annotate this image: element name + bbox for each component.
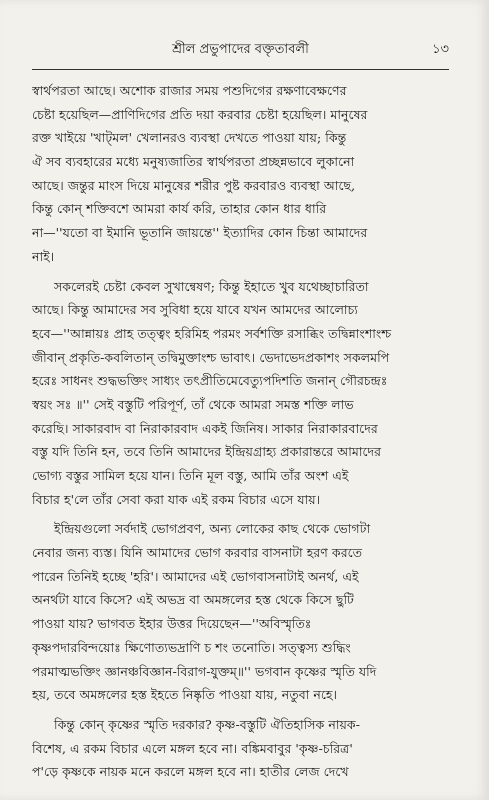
text-line: কৃষ্ণপদারবিন্দয়োঃ ক্ষিণোত্যভদ্রাণি চ শং তনোতি। সত্ত্বস্য শুদ্ধিং: [32, 639, 351, 655]
text-line: হবে—''আন্নায়ঃ প্রাহ তত্ত্বং হরিমিহ পরমং সর্বশক্তি রসাব্ধিং তদ্বিন্নাংশাংশ্চ: [32, 325, 392, 341]
text-line: বিচার হ'লে তাঁর সেবা করা যাক এই রকম বিচার এসে যায়।: [32, 491, 321, 507]
header-rule: [32, 69, 449, 70]
paragraph: [32, 713, 449, 784]
page-number: ১৩: [432, 42, 449, 57]
text-line: স্বার্থপরতা আছে। অশোক রাজার সময় পশুদিগের রক্ষণাবেক্ষণের: [32, 83, 347, 98]
running-head: শ্রীল প্রভুপাদের বক্তৃতাবলী: [172, 42, 309, 57]
paragraph: [32, 79, 449, 269]
text-line: পাওয়া যায়? ভাগবত ইহার উত্তর দিয়েছেন—''অবিস্মৃতিঃ: [32, 616, 312, 632]
text-line: নেবার জন্য ব্যস্ত। যিনি আমাদের ভোগ করবার বাসনাটা হরণ করতে: [32, 545, 363, 561]
text-line: ভোগ্য বস্তুর সামিল হয়ে যান। তিনি মূল বস্তু, আমি তাঁর অংশ এই: [32, 468, 349, 483]
text-line: পারেন তিনিই হচ্ছে 'হরি'। আমাদের এই ভোগবাসনাটাই অনর্থ, এই: [32, 568, 359, 584]
text-line: হরেঃ সাধনং শুদ্ধভক্তিং সাধ্যং তৎপ্রীতিমেবেত্যুপদিশতি জনান্ গৌরচন্দ্রঃ: [32, 373, 388, 389]
paragraph: [32, 517, 449, 707]
text-line: নাই।: [32, 248, 55, 264]
text-line: আছে। কিন্তু আমাদের সব সুবিধা হয়ে যাবে যখন আমদের আলোচ্য: [32, 302, 358, 318]
text-line: হয়, তবে অমঙ্গলের হস্ত ইহতে নিষ্কৃতি পাওয়া যায়, নতুবা নহে।: [32, 687, 338, 703]
text-line: আছে। জন্তুর মাংস দিয়ে মানুষের শরীর পুষ্ট করবারও ব্যবস্থা আছে,: [32, 177, 356, 193]
text-line: অনর্থটা যাবে কিসে? এই অভদ্র বা অমঙ্গলের হস্ত থেকে কিসে ছুটি: [32, 592, 354, 608]
text-line: বস্তু যদি তিনি হন, তবে তিনি আমাদের ইন্দ্রিয়গ্রাহ্য প্রকারান্তরে আমাদের: [32, 444, 382, 460]
text-line: চেষ্টা হয়েছিল—প্রাণিদিগের প্রতি দয়া করবার চেষ্টা হয়েছিল। মানুষের: [32, 106, 368, 122]
text-line: স্বয়ং সঃ ॥'' সেই বস্তুটি পরিপূর্ণ, তাঁ থেকে আমরা সমস্ত শক্তি লাভ: [32, 396, 354, 412]
text-line: বিশেষ, এ রকম বিচার এলে মঙ্গল হবে না। বঙ্কিমবাবুর 'কৃষ্ণ-চরিত্র': [32, 740, 353, 756]
paragraph: [32, 275, 449, 512]
text-line: করেছি। সাকারবাদ বা নিরাকারবাদ একই জিনিষ। সাকার নিরাকারবাদের: [32, 420, 378, 436]
text-line: কিন্তু কোন্ শক্তিবশে আমরা কার্য করি, তাহার কোন ধার ধারি: [32, 201, 327, 217]
text-line: প'ড়ে কৃষ্ণকে নায়ক মনে করলে মঙ্গল হবে না। হাতীর লেজ দেখে: [32, 764, 349, 780]
text-line: কিন্তু কোন্ কৃষ্ণের স্মৃতি দরকার? কৃষ্ণ-বস্তুটি ঐতিহাসিক নায়ক-: [54, 716, 360, 732]
text-line: রক্ত খাইয়ে 'খাট্‌মল' খেলানরও ব্যবস্থা দেখতে পাওয়া যায়; কিন্তু: [32, 130, 347, 146]
text-line: ইন্দ্রিয়গুলো সর্বদাই ভোগপ্রবণ, অন্য লোকের কাছ থেকে ভোগটা: [54, 521, 371, 537]
text-line: না—''যতো বা ইমানি ভূতানি জায়ন্তে'' ইত্যাদির কোন চিন্তা আমাদের: [32, 225, 368, 241]
text-line: জীবান্ প্রকৃতি-কবলিতান্ তদ্বিমুক্তাংশ্চ ভাবাৎ। ভেদাভেদপ্রকাশং সকলমপি: [32, 349, 390, 365]
text-line: ঐ সব ব্যবহারের মধ্যে মনুষ্যজাতির স্বার্থপরতা প্রচ্ছন্নভাবে লুকানো: [32, 154, 355, 170]
body-text: [32, 79, 449, 784]
text-line: পরমাত্মভক্তিং জ্ঞানঞ্চবিজ্ঞান-বিরাগ-যুক্তম্॥'' ভগবান কৃষ্ণের স্মৃতি যদি: [32, 663, 377, 679]
text-line: সকলেরই চেষ্টা কেবল সুখান্বেষণ; কিন্তু ইহাতে খুব যথেচ্ছাচারিতা: [54, 278, 369, 294]
page-header: [32, 40, 449, 64]
